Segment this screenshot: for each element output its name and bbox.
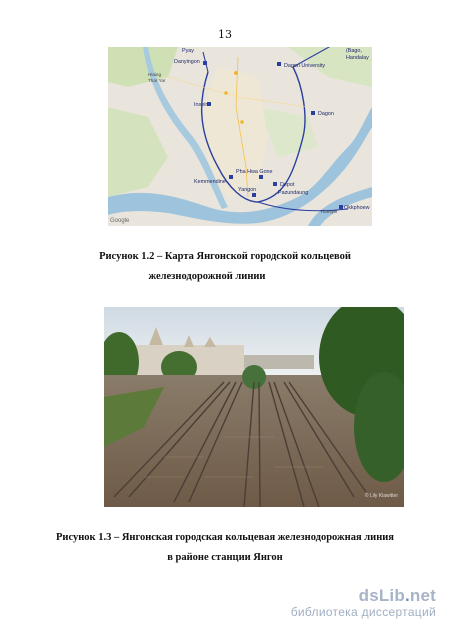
figure-1-2-caption	[20, 247, 430, 287]
map-label-yangon: Yangon	[238, 187, 257, 193]
map-label-handalay: Handalay	[346, 55, 369, 61]
map-label-dagon-university: Dagon University	[284, 63, 326, 69]
figure-1-3-caption	[20, 528, 430, 568]
map-label-pazundaung: Pazundaung	[278, 190, 309, 196]
watermark-brand-main: dsLib	[358, 586, 405, 605]
map-label-hlaing-thar-yar: Hlaing Thar Yar	[148, 72, 166, 83]
map-label-insein: Insein	[194, 102, 209, 108]
map-label-depot: Depot	[280, 182, 295, 188]
watermark-brand-tld: net	[409, 586, 436, 605]
map-label-danyingon: Danyingon	[174, 59, 200, 65]
figure-1-2-caption-line1: Рисунок 1.2 – Карта Янгонской городской кольцевой	[99, 251, 351, 262]
figure-1-3-caption-line2: в районе станции Янгон	[167, 552, 283, 563]
map-label-thanlyin: Thanlyin	[320, 209, 338, 214]
map-label-dagon: Dagon	[318, 111, 334, 117]
map-label-okkphoew: Okkphoew	[344, 205, 370, 211]
watermark-subtitle: библиотека диссертаций	[290, 605, 436, 619]
google-logo: Google	[110, 218, 130, 224]
map-label-pha-hwa-gone: Pha Hwa Gone	[236, 169, 273, 175]
figure-1-3-caption-line1: Рисунок 1.3 – Янгонская городская кольцевая железнодорожная линия	[56, 532, 394, 543]
map-label-kemmendine: Kemmendine	[194, 179, 226, 185]
yangon-circular-railway-map	[108, 47, 372, 226]
photo-credit-watermark: © Lily Klawitter	[364, 493, 398, 499]
yangon-station-tracks-photo	[104, 307, 404, 507]
watermark-brand	[291, 586, 436, 606]
dslib-watermark	[291, 586, 436, 619]
map-label-pyay: Pyay	[182, 48, 194, 54]
figure-1-2-caption-line2: железнодорожной линии	[148, 271, 266, 282]
photo-graphic	[104, 307, 404, 507]
watermark-brand-dot: .	[404, 586, 410, 605]
map-label-bago: (Bago,	[346, 48, 362, 54]
page-number: 13	[218, 28, 232, 41]
